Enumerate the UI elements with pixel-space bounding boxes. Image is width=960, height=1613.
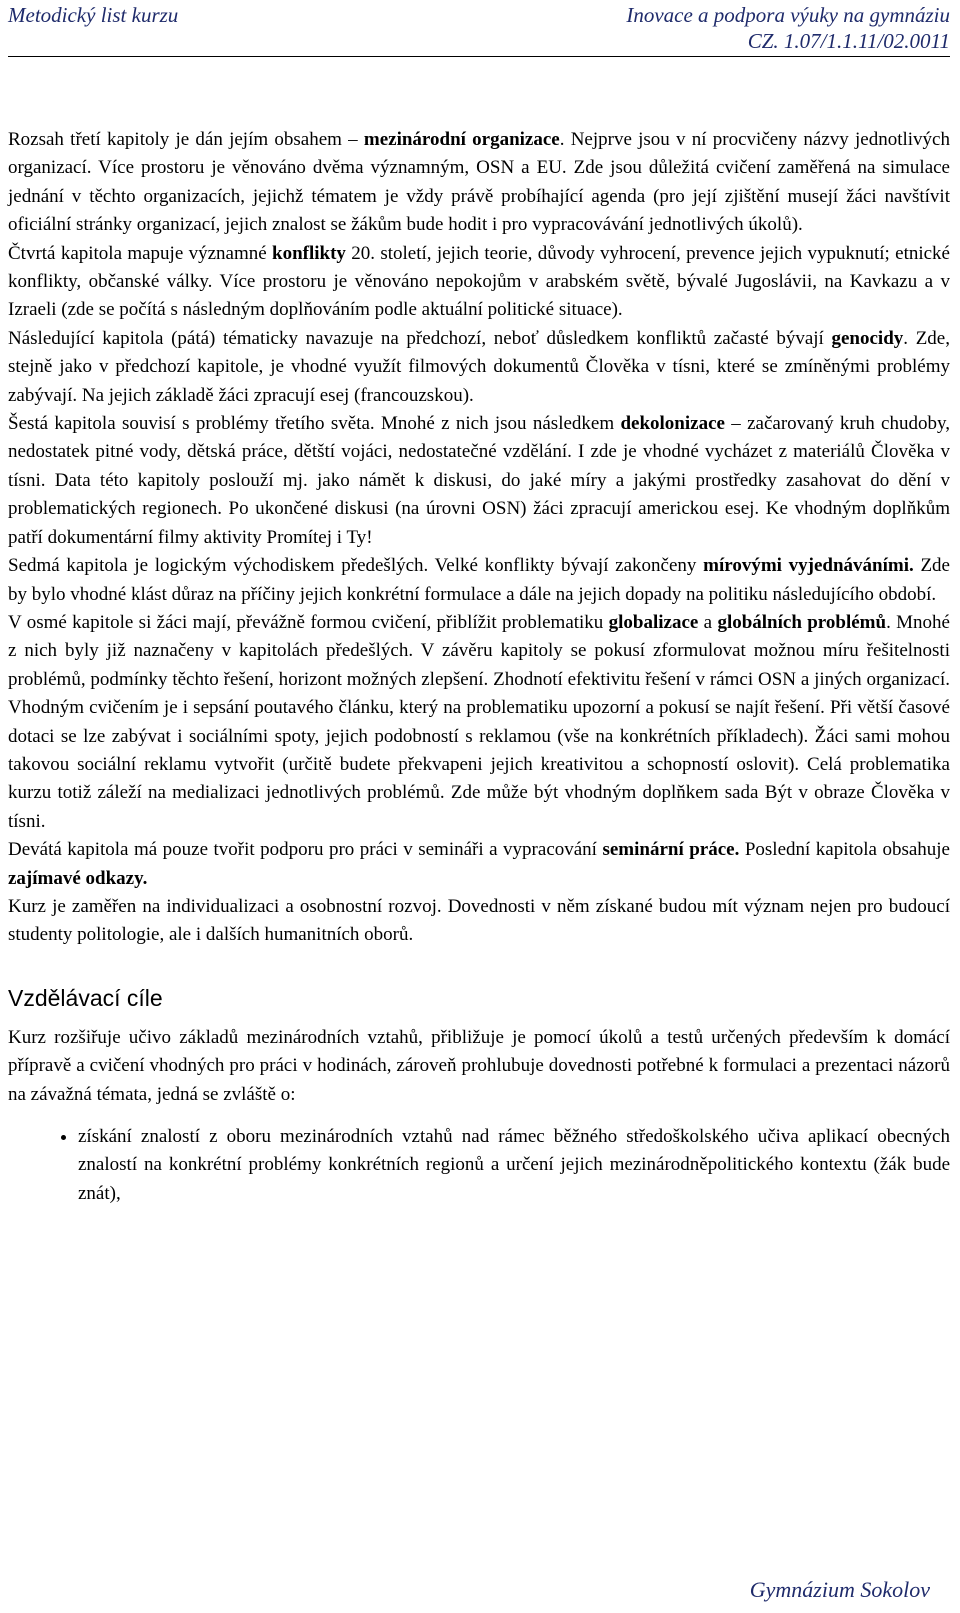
body-paragraph: [8, 325, 950, 410]
text-run: V osmé kapitole si žáci mají, převážně formou cvičení, přiblížit problematiku: [8, 611, 609, 633]
section-heading: Vzdělávací cíle: [8, 984, 163, 1011]
bold-term: mezinárodní organizace: [363, 129, 560, 150]
page-header: [8, 0, 950, 57]
bold-term: globalizace: [608, 611, 699, 633]
section-intro: Kurz rozšiřuje učivo základů mezinárodních vztahů, přibližuje je pomocí úkolů a testů určených především k domácí přípravě a cvičení vhodných pro práci v hodinách, zároveň prohlubuje dovednosti potřebné k formulaci a prezentaci názorů na závažná témata, jedná se zvláště o:: [8, 1026, 950, 1105]
text-run: Čtvrtá kapitola mapuje významné: [8, 242, 272, 264]
body-paragraph: [8, 126, 950, 240]
body-paragraph: [8, 893, 950, 950]
goals-list-item: • získání znalostí z oboru mezinárodních vztahů nad rámec běžného středoškolského učiva aplikací obecných znalostí na konkrétní problémy konkrétních regionů a určení jejich mezinárodněpolitického kontextu (žák bude znát),: [78, 1123, 950, 1208]
document-body: [8, 126, 950, 1208]
text-run: . Nejprve jsou v ní procvičeny názvy jednotlivých organizací. Více prostoru je věnováno dvěma významným, OSN a EU. Zde jsou důležitá cvičení zaměřená na simulace jednání v těchto organizacích, jejichž tématem je vždy právě probíhající agenda (pro její zjištění musejí žáci navštívit oficiální stránky organizací, jejich znalost se žákům bude hodit i pro vypracovávání jednotlivých úkolů).: [8, 129, 950, 236]
text-run: Šestá kapitola souvisí s problémy třetího světa. Mnohé z nich jsou následkem: [8, 413, 621, 435]
text-run: – začarovaný kruh chudoby, nedostatek pitné vody, dětská práce, dětští vojáci, nedostatečné vzdělání. I zde je vhodné vycházet z materiálů Člověka v tísni. Data této kapitoly poslouží mj. jako námět k diskusi, do jaké míry a jakými prostředky zasahovat do dění v problematických regionech. Po ukončené diskusi (na úrovni OSN) žáci zpracují americkou esej. Ke vhodným doplňkům patří dokumentární filmy aktivity Promítej i Ty!: [8, 413, 950, 548]
body-paragraph: [8, 609, 950, 836]
body-paragraph: [8, 552, 950, 609]
page-footer: Gymnázium Sokolov: [749, 1577, 930, 1602]
header-project-code: CZ. 1.07/1.1.11/02.0011: [747, 29, 950, 53]
body-paragraph: [8, 410, 950, 552]
text-run: Rozsah třetí kapitoly je dán jejím obsahem –: [8, 129, 364, 150]
chapter-paragraphs: [8, 126, 950, 950]
header-project-name: Inovace a podpora výuky na gymnáziu: [626, 3, 950, 27]
header-course-title: Metodický list kurzu: [8, 3, 179, 27]
bold-term: mírovými vyjednáváními.: [703, 555, 914, 577]
bold-term: seminární práce.: [602, 839, 740, 861]
body-paragraph: [8, 240, 950, 325]
bold-term: genocidy: [831, 327, 904, 349]
text-run: Sedmá kapitola je logickým východiskem předešlých. Velké konflikty bývají zakončeny: [8, 555, 704, 577]
text-run: 20. století, jejich teorie, důvody vyhrocení, prevence jejich vypuknutí; etnické konflikty, občanské války. Více prostoru je věnováno nepokojům v arabském světě, bývalé Jugoslávii, na Kavkazu a v Izraeli (zde se počítá s následným doplňováním podle aktuální politické situace).: [8, 242, 950, 321]
text-run: . Mnohé z nich byly již naznačeny v kapitolách předešlých. V závěru kapitoly se pokusí zformulovat možnou míru řešitelnosti problémů, podmínky těchto řešení, horizont možných zlepšení. Zhodnotí efektivitu řešení v rámci OSN a jiných organizací. Vhodným cvičením je i sepsání poutavého článku, který na problematiku upozorní a pokusí se najít řešení. Při větší časové dotaci se lze zabývat i sociálními spoty, jejich podobností s reklamou (vše na konkrétních příkladech). Žáci sami mohou takovou sociální reklamu vytvořit (určitě budete překvapeni jejich kreativitou a schopností oslovit). Celá problematika kurzu totiž záleží na medializaci jednotlivých problémů. Zde může být vhodným doplňkem sada Být v obraze Člověka v tísni.: [8, 611, 950, 832]
text-run: Následující kapitola (pátá) tématicky navazuje na předchozí, neboť důsledkem konfliktů začasté bývají: [8, 327, 832, 349]
bold-term: zajímavé odkazy.: [8, 867, 148, 889]
bold-term: konflikty: [272, 242, 346, 264]
text-run: . Zde, stejně jako v předchozí kapitole, je vhodné využít filmových dokumentů Člověka v tísni, které se zmíněnými problémy zabývají. Na jejich základě žáci zpracují esej (francouzskou).: [8, 327, 950, 406]
text-run: a: [698, 611, 718, 633]
bold-term: dekolonizace: [620, 413, 725, 435]
header-project-info: [626, 2, 950, 54]
text-run: Poslední kapitola obsahuje: [739, 839, 950, 861]
text-run: Kurz je zaměřen na individualizaci a osobnostní rozvoj. Dovednosti v něm získané budou mít význam nejen pro budoucí studenty politologie, ale i dalších humanitních oborů.: [8, 895, 950, 946]
text-run: Zde by bylo vhodné klást důraz na příčiny jejich konkrétní formulace a dále na jejich dopady na politiku následujícího období.: [8, 555, 950, 605]
goals-list: [8, 1123, 950, 1208]
text-run: Devátá kapitola má pouze tvořit podporu pro práci v semináři a vypracování: [8, 839, 603, 861]
bold-term: globálních problémů: [717, 611, 887, 633]
body-paragraph: [8, 836, 950, 893]
